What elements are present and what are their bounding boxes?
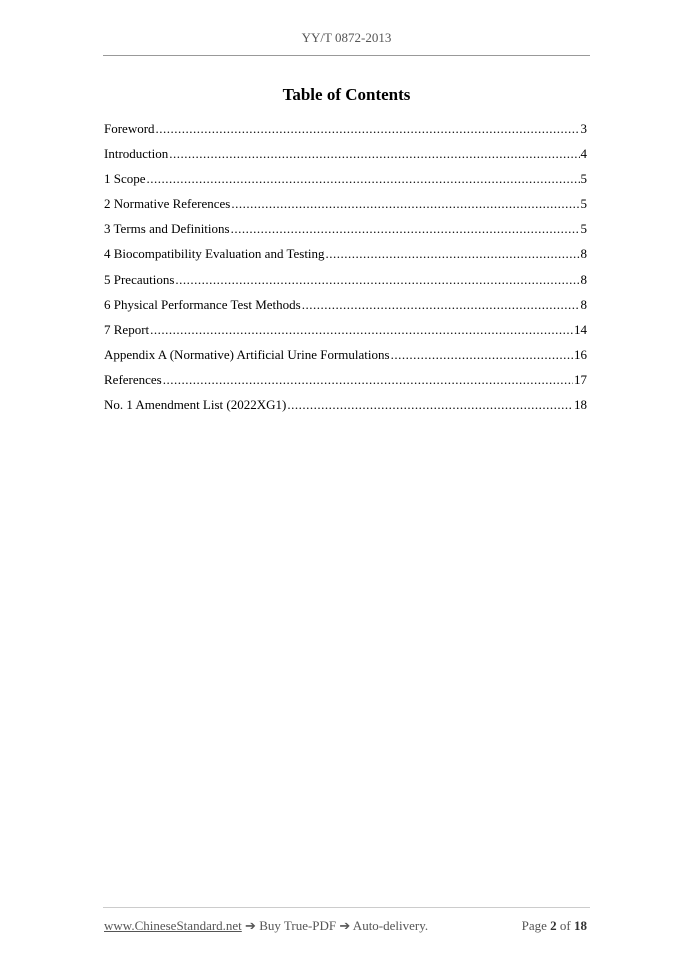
toc-entry-page: 3 (580, 121, 587, 136)
toc-entry-label: References (104, 371, 162, 387)
document-footer (104, 918, 587, 934)
toc-entry-amendment-list[interactable] (104, 395, 587, 420)
toc-dot-leader (147, 169, 580, 189)
toc-dot-leader (302, 295, 580, 315)
toc-entry-page: 5 (580, 196, 587, 212)
toc-entry-page: 5 (580, 171, 587, 187)
toc-entry-page: 8 (580, 271, 587, 287)
toc-dot-leader (287, 395, 573, 415)
toc-dot-leader (231, 219, 580, 239)
page-of: of (559, 918, 571, 933)
toc-entry-page: 17 (574, 371, 587, 387)
toc-dot-leader (391, 345, 573, 365)
toc-entry-scope[interactable] (104, 169, 587, 194)
toc-entry-introduction[interactable] (104, 144, 587, 169)
toc-title: Table of Contents (282, 85, 411, 104)
toc-entry-page: 18 (574, 397, 587, 413)
toc-entry-biocompatibility[interactable] (104, 244, 587, 269)
toc-dot-leader (231, 194, 579, 214)
page-label: Page (521, 918, 547, 933)
toc-entry-label: 5 Precautions (104, 271, 175, 287)
toc-entry-label: Appendix A (Normative) Artificial Urine Formulations (104, 346, 390, 362)
toc-entry-label: No. 1 Amendment List (2022XG1) (104, 397, 287, 413)
toc-dot-leader (156, 119, 580, 139)
document-header (0, 30, 693, 46)
toc-entry-references[interactable] (104, 370, 587, 395)
toc-dot-leader (163, 370, 573, 390)
toc-entry-page: 8 (580, 246, 587, 262)
page-current: 2 (550, 918, 557, 933)
website-link[interactable]: www.ChineseStandard.net (104, 918, 242, 933)
toc-entry-label: 3 Terms and Definitions (104, 221, 230, 237)
page-counter (522, 918, 587, 934)
toc-dot-leader (326, 244, 580, 264)
toc-entry-foreword[interactable] (104, 119, 587, 144)
toc-entry-label: 4 Biocompatibility Evaluation and Testing (104, 246, 325, 262)
toc-entry-report[interactable] (104, 320, 587, 345)
toc-entry-normative-references[interactable] (104, 194, 587, 219)
footer-promo-text: ➔ Buy True-PDF ➔ Auto-delivery. (245, 918, 429, 933)
toc-list (104, 119, 587, 420)
footer-divider (103, 907, 590, 908)
toc-entry-appendix-a[interactable] (104, 345, 587, 370)
toc-dot-leader (150, 320, 573, 340)
toc-entry-label: Foreword (104, 121, 155, 136)
standard-code: YY/T 0872-2013 (301, 30, 392, 45)
toc-entry-terms-and-definitions[interactable] (104, 219, 587, 244)
page-total: 18 (574, 918, 587, 933)
footer-promo (104, 918, 428, 934)
toc-entry-label: 6 Physical Performance Test Methods (104, 296, 301, 312)
toc-entry-precautions[interactable] (104, 270, 587, 295)
toc-entry-label: 7 Report (104, 321, 150, 337)
toc-entry-page: 14 (574, 321, 587, 337)
toc-entry-page: 16 (574, 346, 587, 362)
toc-entry-label: Introduction (104, 146, 169, 162)
toc-entry-label: 2 Normative References (104, 196, 231, 212)
toc-dot-leader (175, 270, 579, 290)
toc-entry-page: 8 (580, 296, 587, 312)
toc-entry-label: 1 Scope (104, 171, 146, 187)
toc-entry-page: 4 (580, 146, 587, 162)
header-divider (103, 55, 590, 56)
toc-entry-physical-performance[interactable] (104, 295, 587, 320)
toc-dot-leader (169, 144, 579, 164)
toc-entry-page: 5 (580, 221, 587, 237)
